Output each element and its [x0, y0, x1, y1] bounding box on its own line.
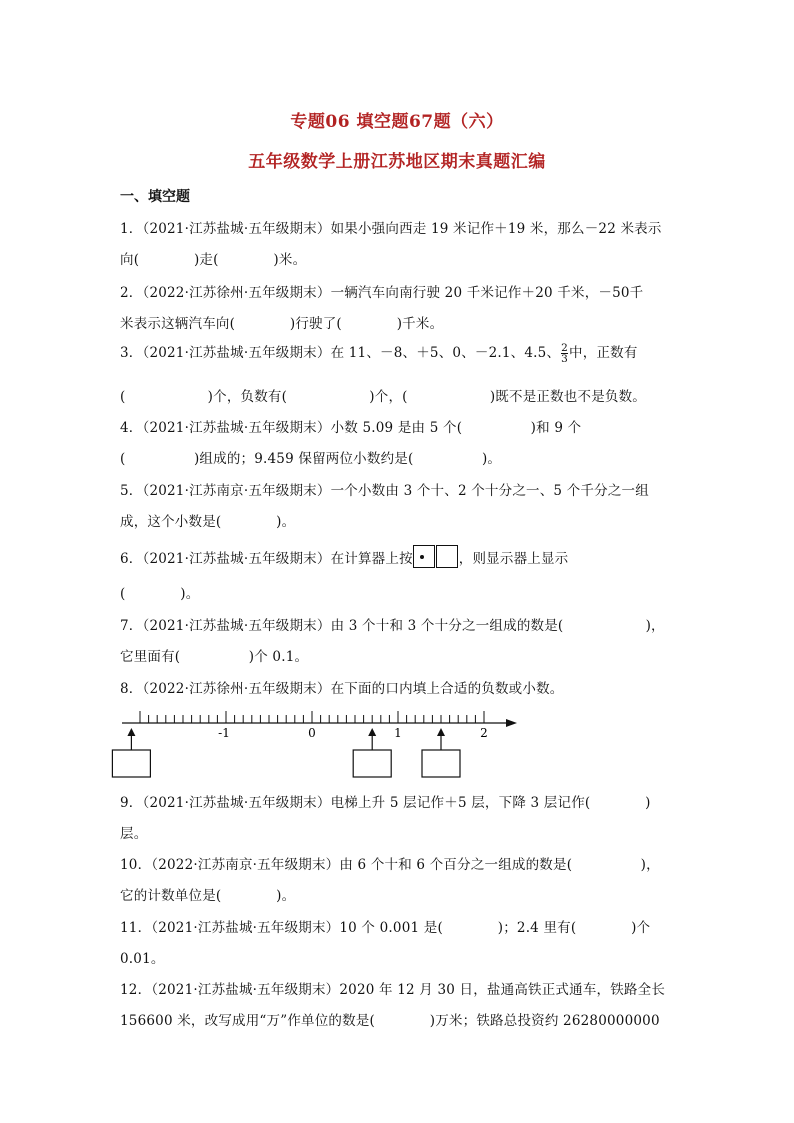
q1-line1: 1．（2021·江苏盐城·五年级期末）如果小强向西走 19 米记作＋19 米，那么－22 米表示 [120, 221, 662, 237]
pointer-arrow-icon [127, 728, 135, 736]
q10-line1: 10．（2022·江苏南京·五年级期末）由 6 个十和 6 个百分之一组成的数是( )， [120, 857, 660, 873]
q3-line2: ( )个，负数有( )个，( )既不是正数也不是负数。 [120, 389, 646, 405]
pointer-arrow-icon [368, 728, 376, 736]
page-title: 专题06 填空题67题（六） [290, 112, 504, 132]
calculator-blank-key-icon [436, 545, 458, 568]
q7-line1: 7．（2021·江苏盐城·五年级期末）由 3 个十和 3 个十分之一组成的数是( )， [120, 618, 665, 634]
number-line-label: 1 [394, 726, 402, 740]
q7-line2: 它里面有( )个 0.1。 [120, 649, 309, 665]
q9-line1: 9．（2021·江苏盐城·五年级期末）电梯上升 5 层记作＋5 层，下降 3 层记作( ) [120, 795, 651, 811]
q6-text-a: 6．（2021·江苏盐城·五年级期末）在计算器上按 [120, 551, 413, 567]
number-line-pointers [112, 728, 460, 777]
fraction-numerator: 2 [561, 342, 569, 354]
q1-line2: 向( )走( )米。 [120, 252, 307, 268]
q2-line2: 米表示这辆汽车向( )行驶了( )千米。 [120, 316, 444, 332]
answer-box [353, 750, 391, 777]
page-subtitle: 五年级数学上册江苏地区期末真题汇编 [248, 152, 546, 172]
q5-line2: 成，这个小数是( )。 [120, 514, 296, 530]
q4-line2: ( )组成的；9.459 保留两位小数约是( )。 [120, 451, 502, 467]
q6-text-b: ，则显示器上显示 [458, 551, 569, 567]
q6-line1 [120, 545, 568, 568]
q4-line1: 4．（2021·江苏盐城·五年级期末）小数 5.09 是由 5 个( )和 9 个 [120, 420, 582, 436]
fraction [561, 343, 568, 364]
q8-line1: 8．（2022·江苏徐州·五年级期末）在下面的口内填上合适的负数或小数。 [120, 681, 564, 697]
number-line-label: 2 [480, 726, 488, 740]
q3-text-b: 中，正数有 [569, 345, 638, 361]
number-line-label: -1 [218, 726, 230, 740]
q9-line2: 层。 [120, 826, 148, 842]
q5-line1: 5．（2021·江苏南京·五年级期末）一个小数由 3 个十、2 个十分之一、5 个千分之一组 [120, 483, 649, 499]
q2-line1: 2．（2022·江苏徐州·五年级期末）一辆汽车向南行驶 20 千米记作＋20 千米，－50千 [120, 285, 644, 301]
q3-line1 [120, 341, 638, 364]
q10-line2: 它的计数单位是( )。 [120, 888, 296, 904]
number-line-ticks [140, 711, 484, 723]
answer-box [112, 750, 150, 777]
q6-line2: ( )。 [120, 586, 200, 602]
q12-line1: 12．（2021·江苏盐城·五年级期末）2020 年 12 月 30 日，盐通高铁正式通车，铁路全长 [120, 982, 666, 998]
q3-text-a: 3．（2021·江苏盐城·五年级期末）在 11、－8、＋5、0、－2.1、4.5、 [120, 345, 561, 361]
fraction-denominator: 3 [561, 353, 569, 365]
number-line-arrowhead-icon [506, 719, 517, 727]
q11-line2: 0.01。 [120, 951, 165, 967]
calculator-dot-key-icon [413, 545, 435, 568]
q12-line2: 156600 米，改写成用“万”作单位的数是( )万米；铁路总投资约 26280000000 [120, 1013, 660, 1029]
answer-box [422, 750, 460, 777]
number-line-label: 0 [308, 726, 316, 740]
q11-line1: 11．（2021·江苏盐城·五年级期末）10 个 0.001 是( )；2.4 里有( )个 [120, 920, 651, 936]
number-line [0, 700, 794, 790]
section-heading: 一、填空题 [120, 189, 190, 205]
pointer-arrow-icon [437, 728, 445, 736]
